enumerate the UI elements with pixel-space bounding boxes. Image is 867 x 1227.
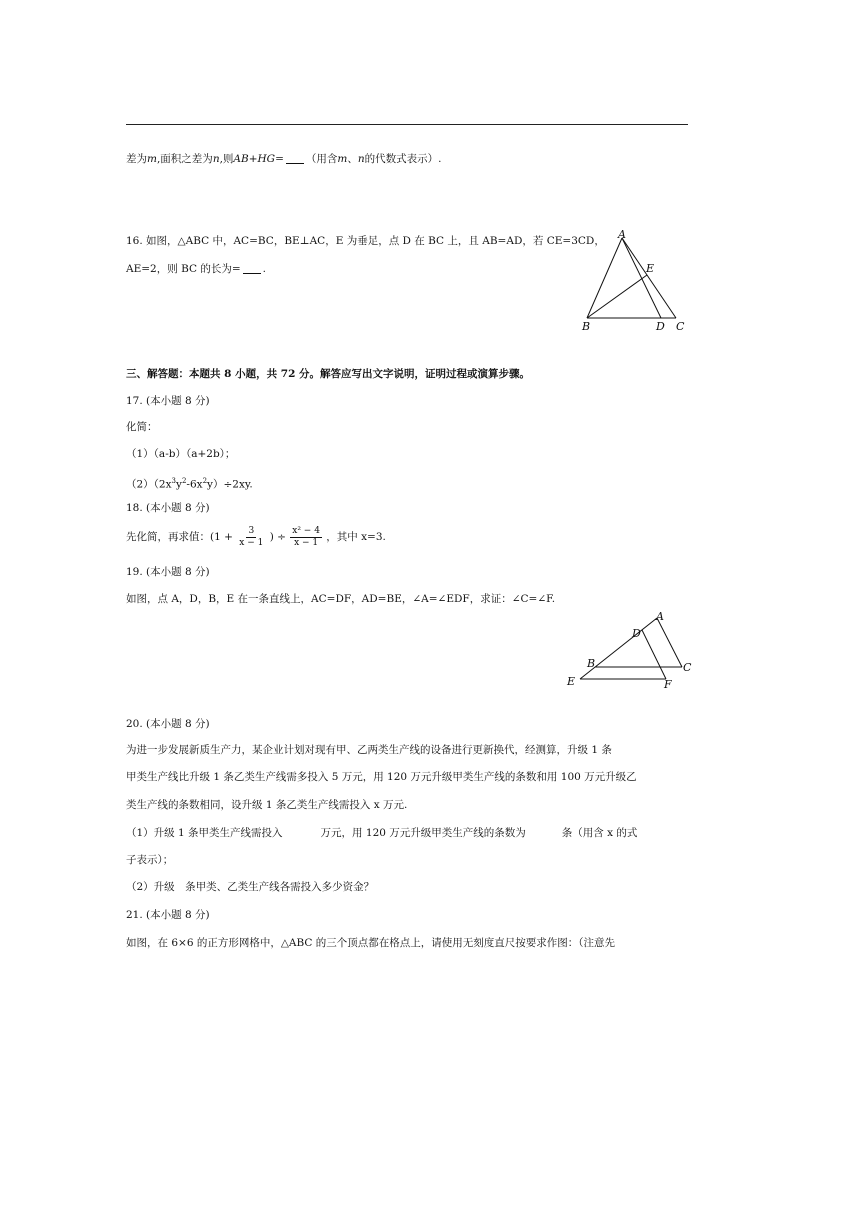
q20-head: 20. (本小题 8 分) [126, 718, 210, 730]
label-A: A [656, 610, 664, 623]
header-rule [126, 124, 688, 125]
label-B: B [587, 657, 596, 670]
segment-AD [622, 238, 661, 318]
q17-part2: $(2)(2x^3y^2-6x^2y)\div 2xy$. [126, 477, 253, 491]
q15-tail: 差为m,面积之差为n,则AB+HG= （用含m、n的代数式表示）. [126, 153, 442, 165]
q20-line1: 为进一步发展新质生产力，某企业计划对现有甲、乙两类生产线的设备进行更新换代，经测算，升级 1 条 [126, 744, 612, 756]
q20-line4: （1）升级 1 条甲类生产线需投入 万元，用 120 万元升级甲类生产线的条数为 条（用含 x 的式 [126, 827, 638, 839]
label-C: C [683, 661, 692, 674]
figure-q19 [560, 608, 700, 692]
section-heading: 三、解答题：本题共 8 小题，共 72 分。解答应写出文字说明，证明过程或演算步骤。 [126, 368, 531, 380]
label-C: C [676, 320, 685, 333]
answer-blank[interactable] [243, 263, 261, 274]
q21-head: 21. (本小题 8 分) [126, 909, 210, 921]
q19-text: 如图，点 A，D，B，E 在一条直线上，AC=DF，AD=BE，∠A=∠EDF，求证：∠C=∠F. [126, 593, 556, 605]
label-A: A [618, 228, 626, 241]
label-D: D [632, 627, 641, 640]
q16-line1: 16. 如图，△ABC 中，AC=BC，BE⊥AC，E 为垂足，点 D 在 BC 上，且 AB=AD，若 CE=3CD， [126, 235, 605, 247]
segment-DF [642, 630, 666, 679]
q16-line2: AE=2，则 BC 的长为= . [126, 263, 266, 275]
q20-line6: （2）升级 条甲类、乙类生产线各需投入多少资金？ [126, 881, 375, 893]
q18-expression: 先化简，再求值：(1 + $\frac{3}{x - 1}$ ) ÷ $\frac{\text{x² − 4}}{x - 1}$ ，其中 x=3. [126, 525, 386, 548]
q21-text: 如图，在 6×6 的正方形网格中，△ABC 的三个顶点都在格点上，请使用无刻度直尺按要求作图：（注意先 [126, 937, 616, 949]
segment-AC [622, 238, 676, 318]
label-E: E [646, 262, 655, 275]
q17-part1: （1）（a-b）（a+2b）； [126, 448, 236, 460]
q19-head: 19. (本小题 8 分) [126, 566, 210, 578]
answer-blank[interactable] [286, 153, 304, 164]
label-F: F [664, 678, 672, 691]
segment-AC [657, 618, 682, 667]
label-E: E [567, 675, 576, 688]
figure-q16-triangle [576, 228, 696, 338]
q18-head: 18. (本小题 8 分) [126, 502, 210, 514]
label-D: D [656, 320, 665, 333]
q20-line5: 子表示）； [126, 854, 174, 866]
label-B: B [582, 320, 591, 333]
q17-head: 17. (本小题 8 分) [126, 395, 210, 407]
fraction-1: $\frac{3}{x - 1}$ [239, 525, 264, 548]
q17-intro: 化简： [126, 421, 158, 433]
fraction-2: $\frac{\text{x² − 4}}{x - 1}$ [292, 525, 320, 548]
q20-line2: 甲类生产线比升级 1 条乙类生产线需多投入 5 万元，用 120 万元升级甲类生产线的条数和用 100 万元升级乙 [126, 771, 637, 783]
q20-line3: 类生产线的条数相同，设升级 1 条乙类生产线需投入 x 万元. [126, 799, 408, 811]
